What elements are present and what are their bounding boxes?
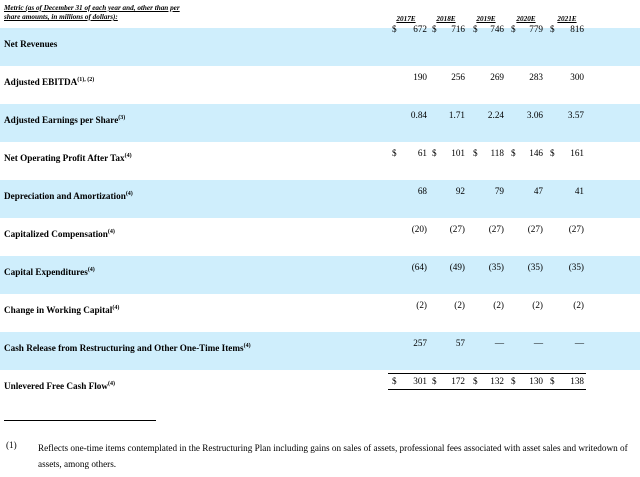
cell-value: 138 [570, 376, 584, 386]
cell-value: (2) [416, 300, 427, 310]
dollar-sign: $ [432, 24, 437, 34]
year-header-2021e: 2021E [557, 15, 577, 23]
cell-value: — [574, 338, 584, 348]
row-label-text: Capital Expenditures [4, 267, 88, 277]
metric-header-line1: Metric (as of December 31 of each year and, other than per [4, 4, 180, 12]
cell-value: 118 [490, 148, 504, 158]
cell-value: 746 [490, 24, 504, 34]
cell-value: (27) [488, 224, 504, 234]
row-label-text: Cash Release from Restructuring and Other One-Time Items [4, 343, 244, 353]
dollar-sign: $ [432, 148, 437, 158]
row-label-text: Depreciation and Amortization [4, 191, 126, 201]
dollar-sign: $ [392, 148, 397, 158]
footnote-reference: (4) [112, 305, 120, 311]
year-header-2020e: 2020E [516, 15, 536, 23]
footnote-number: (1) [6, 440, 17, 450]
year-header-2017e: 2017E [396, 15, 416, 23]
cell-value: 672 [413, 24, 427, 34]
cell-value: (2) [493, 300, 504, 310]
year-header-2019e: 2019E [476, 15, 496, 23]
cell-value: 190 [413, 72, 427, 82]
cell-value: (2) [532, 300, 543, 310]
row-label [4, 191, 133, 201]
row-label-text: Net Revenues [4, 39, 58, 49]
cell-value: 172 [451, 376, 465, 386]
dollar-sign: $ [511, 24, 516, 34]
footnote-reference: (4) [125, 191, 133, 197]
row-label-text: Adjusted EBITDA [4, 77, 78, 87]
cell-value: (27) [527, 224, 543, 234]
row-label [4, 229, 115, 239]
dollar-sign: $ [392, 24, 397, 34]
cell-value: 256 [451, 72, 465, 82]
footnote-reference: (1), (2) [77, 77, 95, 83]
metric-header-line2: share amounts, in millions of dollars): [4, 13, 118, 21]
dollar-sign: $ [392, 376, 397, 386]
row-label [4, 39, 57, 49]
cell-value: 132 [490, 376, 504, 386]
row-label-text: Change in Working Capital [4, 305, 113, 315]
cell-value: 47 [533, 186, 543, 196]
cell-value: 2.24 [487, 110, 504, 120]
row-label-text: Capitalized Compensation [4, 229, 108, 239]
cell-value: 3.57 [567, 110, 584, 120]
cell-value: (2) [454, 300, 465, 310]
dollar-sign: $ [473, 148, 478, 158]
cell-value: 3.06 [526, 110, 543, 120]
cell-value: 41 [574, 186, 584, 196]
row-label [4, 153, 132, 163]
cell-value: (27) [449, 224, 465, 234]
total-double-rule [388, 389, 586, 390]
cell-value: (49) [449, 262, 465, 272]
cell-value: 779 [529, 24, 543, 34]
metric-header [4, 4, 254, 22]
cell-value: 161 [570, 148, 584, 158]
dollar-sign: $ [473, 24, 478, 34]
cell-value: (20) [411, 224, 427, 234]
total-rule [388, 373, 586, 374]
cell-value: 92 [455, 186, 465, 196]
cell-value: 816 [570, 24, 584, 34]
footnote-reference: (4) [124, 153, 132, 159]
cell-value: 61 [417, 148, 427, 158]
cell-value: (35) [527, 262, 543, 272]
row-label [4, 115, 125, 125]
row-label [4, 267, 95, 277]
cell-value: — [533, 338, 543, 348]
cell-value: 146 [529, 148, 543, 158]
cell-value: (64) [411, 262, 427, 272]
cell-value: 57 [455, 338, 465, 348]
cell-value: — [494, 338, 504, 348]
cell-value: 68 [417, 186, 427, 196]
cell-value: 130 [529, 376, 543, 386]
dollar-sign: $ [511, 148, 516, 158]
cell-value: (35) [568, 262, 584, 272]
year-header-2018e: 2018E [436, 15, 456, 23]
cell-value: (2) [573, 300, 584, 310]
row-label [4, 343, 251, 353]
row-shading [0, 28, 640, 66]
cell-value: (35) [488, 262, 504, 272]
cell-value: 283 [529, 72, 543, 82]
footnote-reference: (4) [87, 267, 95, 273]
row-label-text: Net Operating Profit After Tax [4, 153, 125, 163]
cell-value: (27) [568, 224, 584, 234]
cell-value: 301 [413, 376, 427, 386]
row-label-text: Adjusted Earnings per Share [4, 115, 119, 125]
row-shading [0, 256, 640, 294]
cell-value: 716 [451, 24, 465, 34]
cell-value: 101 [451, 148, 465, 158]
cell-value: 257 [413, 338, 427, 348]
dollar-sign: $ [432, 376, 437, 386]
footnote-reference: (3) [118, 115, 126, 121]
row-label [4, 77, 94, 87]
footnote-reference: (4) [243, 343, 251, 349]
cell-value: 79 [494, 186, 504, 196]
cell-value: 300 [570, 72, 584, 82]
footnote-divider [4, 420, 156, 421]
footnote-reference: (4) [108, 381, 116, 387]
dollar-sign: $ [550, 148, 555, 158]
dollar-sign: $ [511, 376, 516, 386]
row-label [4, 305, 119, 315]
dollar-sign: $ [473, 376, 478, 386]
footnote-reference: (4) [107, 229, 115, 235]
dollar-sign: $ [550, 24, 555, 34]
footnote-text: Reflects one-time items contemplated in the Restructuring Plan including gains on sales of assets, professional fees associated with asset sales and writedown of assets, among others. [38, 443, 628, 469]
dollar-sign: $ [550, 376, 555, 386]
cell-value: 269 [490, 72, 504, 82]
cell-value: 0.84 [410, 110, 427, 120]
cell-value: 1.71 [448, 110, 465, 120]
row-label [4, 381, 115, 391]
row-label-text: Unlevered Free Cash Flow [4, 381, 109, 391]
